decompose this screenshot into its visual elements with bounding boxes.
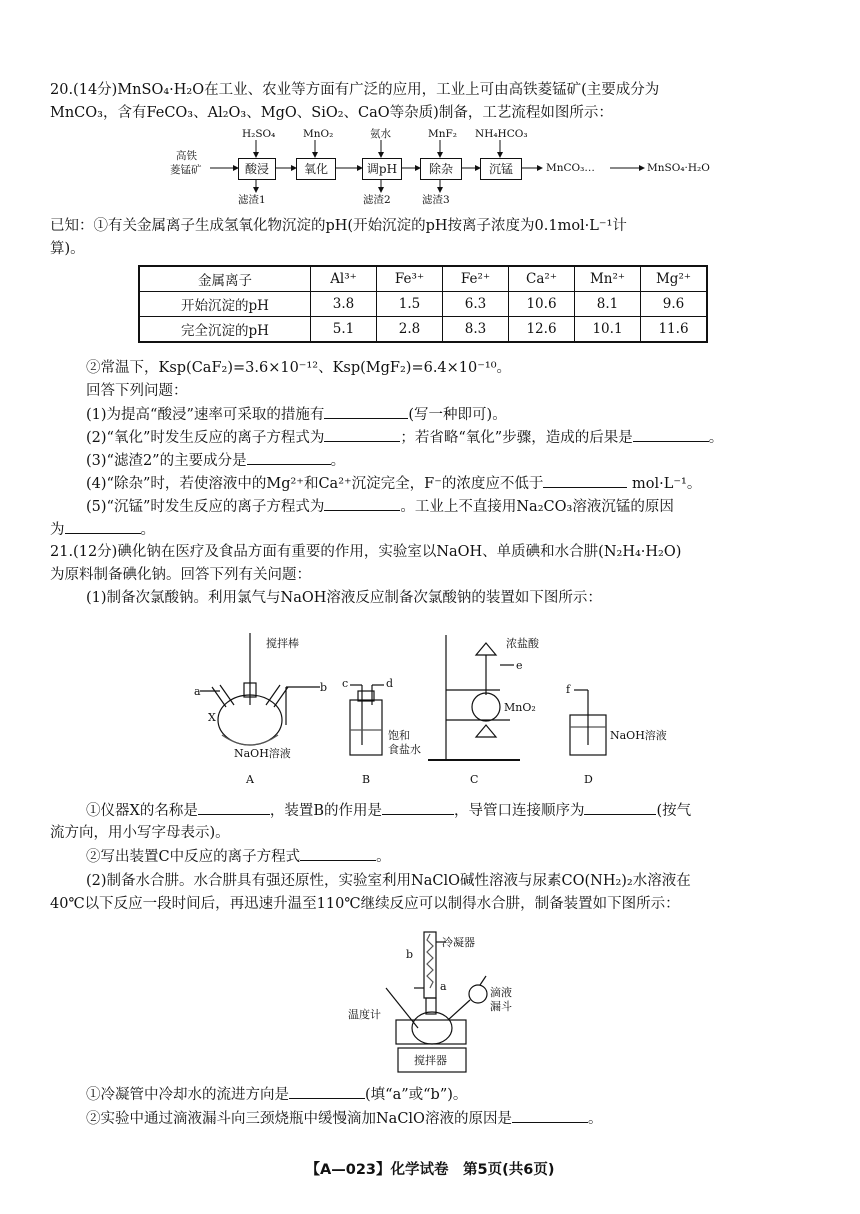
- part-text: 。: [587, 1111, 603, 1127]
- label-a: a: [194, 685, 201, 698]
- process-flow-diagram: [170, 126, 730, 212]
- label-A: A: [246, 773, 254, 786]
- flow-residue-1: 滤渣1: [238, 194, 266, 206]
- part-text: 。工业上不直接用Na₂CO₃溶液沉锰的原因: [400, 499, 674, 515]
- answer-blank[interactable]: [512, 1108, 588, 1123]
- page-footer: 【A—023】化学试卷 第5页(共6页): [305, 1162, 555, 1178]
- label-b-2: b: [406, 948, 414, 961]
- q21-section-1: (1)制备次氯酸钠。利用氯气与NaOH溶液反应制备次氯酸钠的装置如下图所示：: [86, 590, 602, 606]
- table-cell: 10.1: [575, 317, 641, 343]
- part-text: mol·L⁻¹。: [632, 476, 702, 492]
- part-text: ②实验中通过滴液漏斗向三颈烧瓶中缓慢滴加NaClO溶液的原因是: [86, 1111, 512, 1127]
- part-text: ；若省略“氧化”步骤，造成的后果是: [400, 430, 633, 446]
- label-mno2: MnO₂: [504, 701, 536, 714]
- table-cell: 3.8: [311, 292, 377, 317]
- label-funnel-2: 漏斗: [490, 1000, 512, 1013]
- q20-known-2: ②常温下，Ksp(CaF₂)=3.6×10⁻¹²、Ksp(MgF₂)=6.4×10⁻¹⁰。: [86, 360, 512, 376]
- table-header: 金属离子: [139, 266, 311, 292]
- table-cell: 2.8: [377, 317, 443, 343]
- apparatus-figure-1: [190, 625, 670, 790]
- table-cell: 5.1: [311, 317, 377, 343]
- label-funnel-1: 滴液: [490, 986, 512, 999]
- part-text: ①仪器X的名称是: [86, 803, 198, 819]
- flow-source-line1: 高铁: [176, 150, 197, 162]
- part-text: 。: [708, 430, 724, 446]
- label-naoh-d: NaOH溶液: [610, 729, 667, 742]
- flow-step-acid-leach: 酸浸: [238, 158, 276, 180]
- q20-part-5: [86, 496, 820, 517]
- table-header: Fe³⁺: [377, 266, 443, 292]
- label-B: B: [362, 773, 371, 786]
- part-text: (填“a”或“b”)。: [365, 1087, 468, 1103]
- label-hcl: 浓盐酸: [506, 637, 539, 650]
- table-header: Mn²⁺: [575, 266, 641, 292]
- table-header: Mg²⁺: [641, 266, 708, 292]
- flow-reagent-ammonia: 氨水: [370, 128, 391, 140]
- answer-blank[interactable]: [300, 846, 376, 861]
- answer-blank[interactable]: [198, 800, 270, 815]
- q21-r1: [86, 1084, 820, 1105]
- table-cell: 8.3: [443, 317, 509, 343]
- part-text: ，导管口连接顺序为: [453, 803, 585, 819]
- part-text: (4)“除杂”时，若使溶液中的Mg²⁺和Ca²⁺沉淀完全，F⁻的浓度应不低于: [86, 476, 544, 492]
- label-x: X: [208, 711, 216, 724]
- q20-part-1: [86, 404, 820, 425]
- part-text: (2)“氧化”时发生反应的离子方程式为: [86, 430, 325, 446]
- q20-known-1b: 算)。: [50, 241, 85, 257]
- table-row: [139, 292, 707, 317]
- q20-part-3: [86, 450, 820, 471]
- part-text: (5)“沉锰”时发生反应的离子方程式为: [86, 499, 325, 515]
- label-thermometer: 温度计: [348, 1008, 381, 1021]
- q21-section-2-line2: 40℃以下反应一段时间后，再迅速升温至110℃继续反应可以制得水合肼，制备装置如下图所示：: [50, 896, 680, 912]
- q20-part-2: [86, 427, 820, 448]
- label-a-2: a: [440, 980, 447, 993]
- part-text: 为: [50, 522, 65, 538]
- q20-part-5-cont: [50, 519, 820, 540]
- part-text: 。: [330, 453, 346, 469]
- flow-reagent-mnf2: MnF₂: [428, 128, 458, 140]
- table-header: Ca²⁺: [509, 266, 575, 292]
- label-e: e: [516, 659, 523, 672]
- label-D: D: [584, 773, 593, 786]
- flow-source-line2: 菱锰矿: [170, 164, 202, 176]
- q21-q1-line2: 流方向，用小写字母表示)。: [50, 825, 230, 841]
- flow-step-precipitate-mn: 沉锰: [480, 158, 522, 180]
- flow-product-mnco3: MnCO₃…: [546, 162, 595, 174]
- table-cell: 10.6: [509, 292, 575, 317]
- flow-step-adjust-ph: 调pH: [362, 158, 402, 180]
- label-stirrer-2: 搅拌器: [414, 1054, 447, 1067]
- q21-intro-1: 21.(12分)碘化钠在医疗及食品方面有重要的作用，实验室以NaOH、单质碘和水合肼(N₂H₄·H₂O): [50, 544, 682, 560]
- apparatus-figure-2: [340, 928, 540, 1074]
- part-text: (按气: [656, 803, 692, 819]
- part-text: ②写出装置C中反应的离子方程式: [86, 849, 301, 865]
- apparatus-drawing: [190, 625, 670, 790]
- flow-step-oxidize: 氧化: [296, 158, 336, 180]
- label-d: d: [386, 677, 394, 690]
- part-text: ①冷凝管中冷却水的流进方向是: [86, 1087, 289, 1103]
- part-text: 。: [140, 522, 155, 538]
- answer-blank[interactable]: [382, 800, 454, 815]
- answer-blank[interactable]: [633, 427, 709, 442]
- label-c: c: [342, 677, 349, 690]
- label-brine-1: 饱和: [388, 729, 410, 742]
- label-naoh-a: NaOH溶液: [234, 747, 291, 760]
- table-cell: 6.3: [443, 292, 509, 317]
- answer-blank[interactable]: [289, 1084, 365, 1099]
- q21-intro-2: 为原料制备碘化钠。回答下列有关问题：: [50, 567, 311, 583]
- table-row: [139, 317, 707, 343]
- part-text: ，装置B的作用是: [269, 803, 382, 819]
- label-b: b: [320, 681, 328, 694]
- label-f: f: [566, 683, 571, 696]
- table-cell: 完全沉淀的pH: [139, 317, 311, 343]
- part-text: (3)“滤渣2”的主要成分是: [86, 453, 247, 469]
- q20-ask: 回答下列问题：: [86, 383, 188, 399]
- answer-blank[interactable]: [247, 450, 331, 465]
- q21-r2: [86, 1108, 820, 1129]
- q21-q1-line1: [86, 800, 820, 821]
- flow-reagent-nh4hco3: NH₄HCO₃: [475, 128, 528, 140]
- ion-ph-table: [138, 265, 708, 343]
- table-cell: 开始沉淀的pH: [139, 292, 311, 317]
- answer-blank[interactable]: [543, 473, 627, 488]
- table-row: [139, 266, 707, 292]
- answer-blank[interactable]: [584, 800, 656, 815]
- q21-q2: [86, 846, 820, 867]
- table-cell: 8.1: [575, 292, 641, 317]
- answer-blank[interactable]: [324, 427, 400, 442]
- q20-part-4: [86, 473, 820, 494]
- table-cell: 11.6: [641, 317, 708, 343]
- table-cell: 1.5: [377, 292, 443, 317]
- answer-blank[interactable]: [324, 404, 408, 419]
- label-brine-2: 食盐水: [388, 743, 421, 756]
- label-C: C: [470, 773, 479, 786]
- flow-residue-2: 滤渣2: [363, 194, 391, 206]
- q21-section-2-line1: (2)制备水合肼。水合肼具有强还原性，实验室利用NaClO碱性溶液与尿素CO(NH₂)₂水溶液在: [86, 873, 691, 889]
- flow-step-remove-impurity: 除杂: [420, 158, 462, 180]
- flow-residue-3: 滤渣3: [422, 194, 450, 206]
- part-text: 。: [376, 849, 391, 865]
- q20-intro-2: MnCO₃，含有FeCO₃、Al₂O₃、MgO、SiO₂、CaO等杂质)制备，工艺流程如图所示：: [50, 105, 613, 121]
- label-stirrer: 搅拌棒: [266, 637, 299, 650]
- part-text: (写一种即可)。: [408, 407, 507, 423]
- table-cell: 12.6: [509, 317, 575, 343]
- flow-reagent-mno2: MnO₂: [303, 128, 334, 140]
- table-cell: 9.6: [641, 292, 708, 317]
- answer-blank[interactable]: [324, 496, 400, 511]
- part-text: (1)为提高“酸浸”速率可采取的措施有: [86, 407, 325, 423]
- table-header: Al³⁺: [311, 266, 377, 292]
- flow-reagent-h2so4: H₂SO₄: [242, 128, 276, 140]
- flow-product-mnso4: MnSO₄·H₂O: [647, 162, 710, 174]
- table-header: Fe²⁺: [443, 266, 509, 292]
- label-condenser: 冷凝器: [442, 936, 475, 949]
- q20-known-1: 已知：①有关金属离子生成氢氧化物沉淀的pH(开始沉淀的pH按离子浓度为0.1mol·L⁻¹计: [50, 218, 627, 234]
- q20-intro-1: 20.(14分)MnSO₄·H₂O在工业、农业等方面有广泛的应用，工业上可由高铁菱锰矿(主要成分为: [50, 82, 660, 98]
- answer-blank[interactable]: [65, 519, 141, 534]
